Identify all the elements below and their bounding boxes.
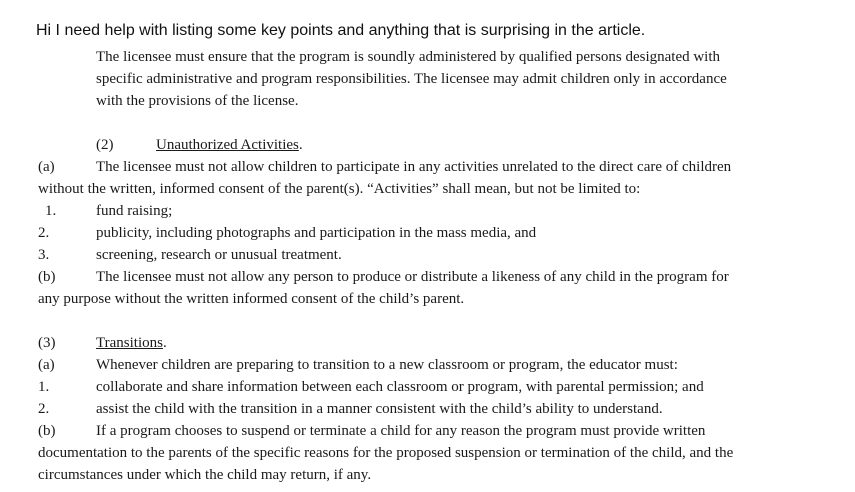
section3-a-marker: (a) xyxy=(38,357,55,373)
section3-a-text: Whenever children are preparing to transition to a new classroom or program, the educator must: xyxy=(96,357,678,373)
list-item-text: collaborate and share information between each classroom or program, with parental permission; and xyxy=(96,379,704,395)
list-item-text: screening, research or unusual treatment. xyxy=(96,247,342,263)
section3-heading: Transitions. xyxy=(96,335,167,351)
section2-a-line: The licensee must not allow children to participate in any activities unrelated to the direct care of children xyxy=(96,159,732,175)
list-item-number: 1. xyxy=(38,379,50,395)
list-item-number: 1. xyxy=(45,203,57,219)
section2-heading: Unauthorized Activities. xyxy=(156,137,303,153)
list-item-text: fund raising; xyxy=(96,203,173,219)
list-item-number: 2. xyxy=(38,225,50,241)
list-item-number: 2. xyxy=(38,401,50,417)
section2-b-line: The licensee must not allow any person to produce or distribute a likeness of any child in the program for xyxy=(96,269,729,285)
section2-b-marker: (b) xyxy=(38,269,56,285)
section2-number: (2) xyxy=(96,137,114,153)
section3-b-line: documentation to the parents of the specific reasons for the proposed suspension or termination of the child, and the xyxy=(38,445,734,461)
section3-b-marker: (b) xyxy=(38,423,56,439)
section2-a-marker: (a) xyxy=(38,159,55,175)
section2-heading-text: Unauthorized Activities xyxy=(156,137,299,153)
section3-b-line: circumstances under which the child may return, if any. xyxy=(38,467,372,483)
section3-heading-text: Transitions xyxy=(96,335,163,351)
section1-line: with the provisions of the license. xyxy=(96,93,299,109)
list-item-text: publicity, including photographs and participation in the mass media, and xyxy=(96,225,537,241)
user-prompt: Hi I need help with listing some key points and anything that is surprising in the article. xyxy=(36,22,646,39)
section1-line: specific administrative and program responsibilities. The licensee may admit children only in accordance xyxy=(96,71,727,87)
section2-b-line: any purpose without the written informed consent of the child’s parent. xyxy=(38,291,465,307)
section1-line: The licensee must ensure that the program is soundly administered by qualified persons designated with xyxy=(96,49,721,65)
section2-a-line: without the written, informed consent of the parent(s). “Activities” shall mean, but not be limited to: xyxy=(38,181,641,197)
list-item-text: assist the child with the transition in a manner consistent with the child’s ability to understand. xyxy=(96,401,663,417)
list-item-number: 3. xyxy=(38,247,50,263)
section3-b-line: If a program chooses to suspend or terminate a child for any reason the program must provide written xyxy=(96,423,706,439)
section3-number: (3) xyxy=(38,335,56,351)
